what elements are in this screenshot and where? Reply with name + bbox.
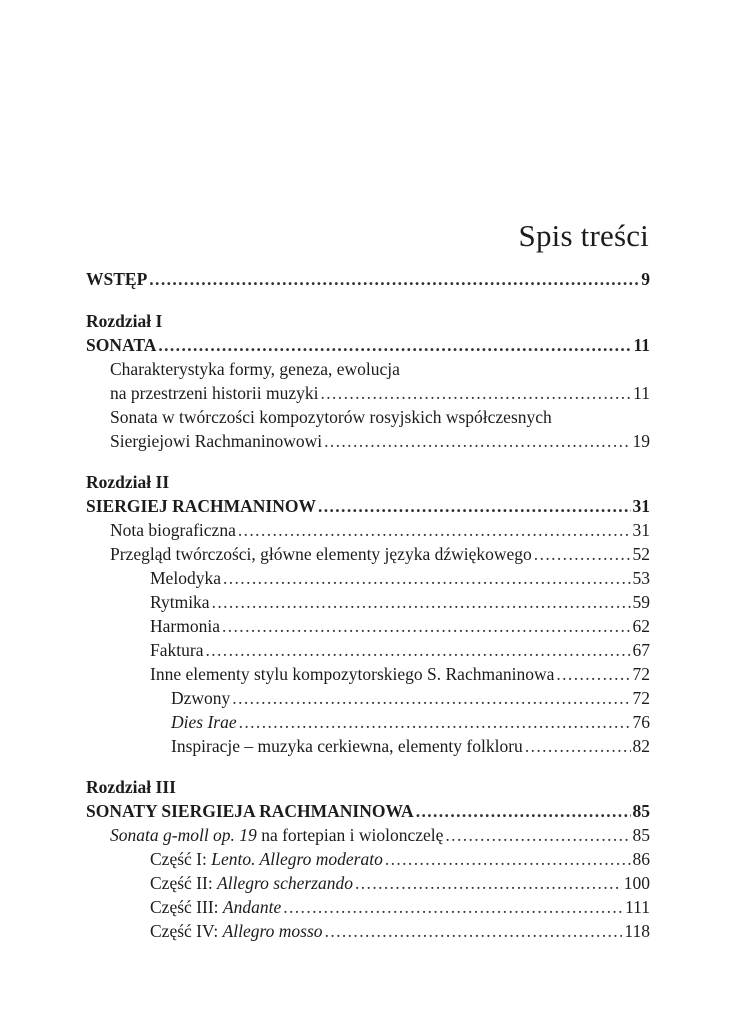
toc-entry-label: Melodyka [150, 568, 221, 588]
toc-entry-label: Inspiracje – muzyka cerkiewna, elementy folkloru [171, 736, 523, 756]
toc-entry-label: WSTĘP [86, 269, 148, 289]
toc-entry-label: na przestrzeni historii muzyki [110, 383, 319, 403]
toc-entry-label: SIERGIEJ RACHMANINOW [86, 496, 316, 516]
toc-entry[interactable] [110, 542, 650, 566]
page-title: Spis treści [518, 218, 649, 253]
toc-entry-label [150, 895, 281, 919]
toc-entry[interactable] [150, 566, 650, 590]
toc-page-number: 111 [625, 897, 650, 917]
toc-entry-label: Inne elementy stylu kompozytorskiego S. Rachmaninowa [150, 664, 555, 684]
toc-leader-dots [318, 494, 631, 518]
toc-entry[interactable] [110, 429, 650, 453]
toc-entry-label: Dzwony [171, 688, 231, 708]
toc-leader-dots [239, 710, 631, 734]
toc-entry-label [150, 871, 353, 895]
toc-entry-label: Faktura [150, 640, 204, 660]
toc-leader-dots [416, 799, 631, 823]
toc-entry-label [110, 823, 443, 847]
italic-title: Sonata g-moll op. 19 [110, 825, 257, 845]
toc-entry[interactable] [150, 847, 650, 871]
italic-title: Allegro scherzando [217, 873, 353, 893]
chapter-label: Rozdział II [86, 472, 170, 492]
toc-entry-label: Nota biograficzna [110, 520, 236, 540]
toc-leader-dots [222, 614, 631, 638]
toc-page-number: 86 [632, 849, 650, 869]
toc-entry[interactable] [150, 919, 650, 943]
toc-page-number: 76 [632, 712, 650, 732]
toc-entry-label [171, 710, 237, 734]
toc-entry-chapter-title[interactable] [86, 333, 650, 357]
toc-page-number: 62 [632, 616, 650, 636]
toc-entry[interactable] [171, 710, 650, 734]
toc-page-number: 31 [632, 496, 650, 516]
toc-entry-label: Harmonia [150, 616, 220, 636]
toc-leader-dots [212, 590, 631, 614]
italic-title: Lento. Allegro moderato [211, 849, 383, 869]
toc-leader-dots [445, 823, 630, 847]
toc-leader-dots [232, 686, 630, 710]
toc-page-number: 118 [624, 921, 650, 941]
toc-page-number: 52 [632, 544, 650, 564]
toc-page-number: 82 [632, 736, 650, 756]
toc-leader-dots [283, 895, 623, 919]
label-prefix: Część III: [150, 897, 223, 917]
chapter-label: Rozdział I [86, 311, 163, 331]
toc-page-number: 19 [632, 431, 650, 451]
toc-entry-label [150, 847, 383, 871]
chapter-heading [86, 309, 650, 333]
label-prefix: Część II: [150, 873, 218, 893]
toc-leader-dots [325, 919, 623, 943]
toc-page-number: 11 [633, 383, 650, 403]
toc-entry-label [150, 919, 323, 943]
toc-entry-label: Rytmika [150, 592, 210, 612]
toc-entry[interactable] [150, 638, 650, 662]
toc-page-number: 72 [632, 664, 650, 684]
toc-leader-dots [385, 847, 631, 871]
toc-page-number: 72 [632, 688, 650, 708]
toc-page-number: 53 [632, 568, 650, 588]
toc-entry-intro[interactable] [86, 267, 650, 291]
toc-entry[interactable] [150, 895, 650, 919]
italic-title: Andante [222, 897, 282, 917]
toc-entry[interactable] [110, 381, 650, 405]
toc-entry-label: Przegląd twórczości, główne elementy języka dźwiękowego [110, 544, 532, 564]
toc-entry-continued[interactable] [110, 357, 650, 381]
toc-leader-dots [149, 267, 639, 291]
toc-entry[interactable] [150, 590, 650, 614]
toc-entry-label: Charakterystyka formy, geneza, ewolucja [110, 359, 400, 379]
toc-page-number: 67 [632, 640, 650, 660]
toc-leader-dots [556, 662, 630, 686]
toc-entry-chapter-title[interactable] [86, 799, 650, 823]
italic-title: Dies Irae [171, 712, 237, 732]
toc-entry[interactable] [150, 871, 650, 895]
toc-entry[interactable] [110, 823, 650, 847]
toc-entry-continued[interactable] [110, 405, 650, 429]
toc-entry[interactable] [110, 518, 650, 542]
italic-title: Allegro mosso [222, 921, 323, 941]
toc-page-number: 85 [632, 801, 650, 821]
label-prefix: Część I: [150, 849, 212, 869]
toc-entry-label: Siergiejowi Rachmaninowowi [110, 431, 323, 451]
toc-page-number: 59 [632, 592, 650, 612]
toc-page-number: 11 [633, 335, 650, 355]
label-prefix: Część IV: [150, 921, 223, 941]
label-suffix: na fortepian i wiolonczelę [256, 825, 444, 845]
chapter-heading [86, 470, 650, 494]
toc-entry[interactable] [150, 614, 650, 638]
toc-entry-label: SONATA [86, 335, 157, 355]
toc-leader-dots [223, 566, 631, 590]
toc-leader-dots [324, 429, 630, 453]
toc-leader-dots [534, 542, 631, 566]
toc-leader-dots [238, 518, 631, 542]
toc-leader-dots [205, 638, 630, 662]
toc-leader-dots [158, 333, 631, 357]
toc-entry[interactable] [150, 662, 650, 686]
chapter-label: Rozdział III [86, 777, 176, 797]
chapter-heading [86, 775, 650, 799]
toc-page-number: 100 [623, 873, 650, 893]
toc-leader-dots [320, 381, 631, 405]
toc-entry-label: SONATY SIERGIEJA RACHMANINOWA [86, 801, 414, 821]
toc-page-number: 31 [632, 520, 650, 540]
toc-entry[interactable] [171, 734, 650, 758]
toc-page-number: 85 [632, 825, 650, 845]
toc-page-number: 9 [641, 269, 650, 289]
toc-entry[interactable] [171, 686, 650, 710]
toc-leader-dots [525, 734, 631, 758]
toc-entry-label: Sonata w twórczości kompozytorów rosyjskich współczesnych [110, 407, 552, 427]
toc-entry-chapter-title[interactable] [86, 494, 650, 518]
toc-leader-dots [355, 871, 622, 895]
